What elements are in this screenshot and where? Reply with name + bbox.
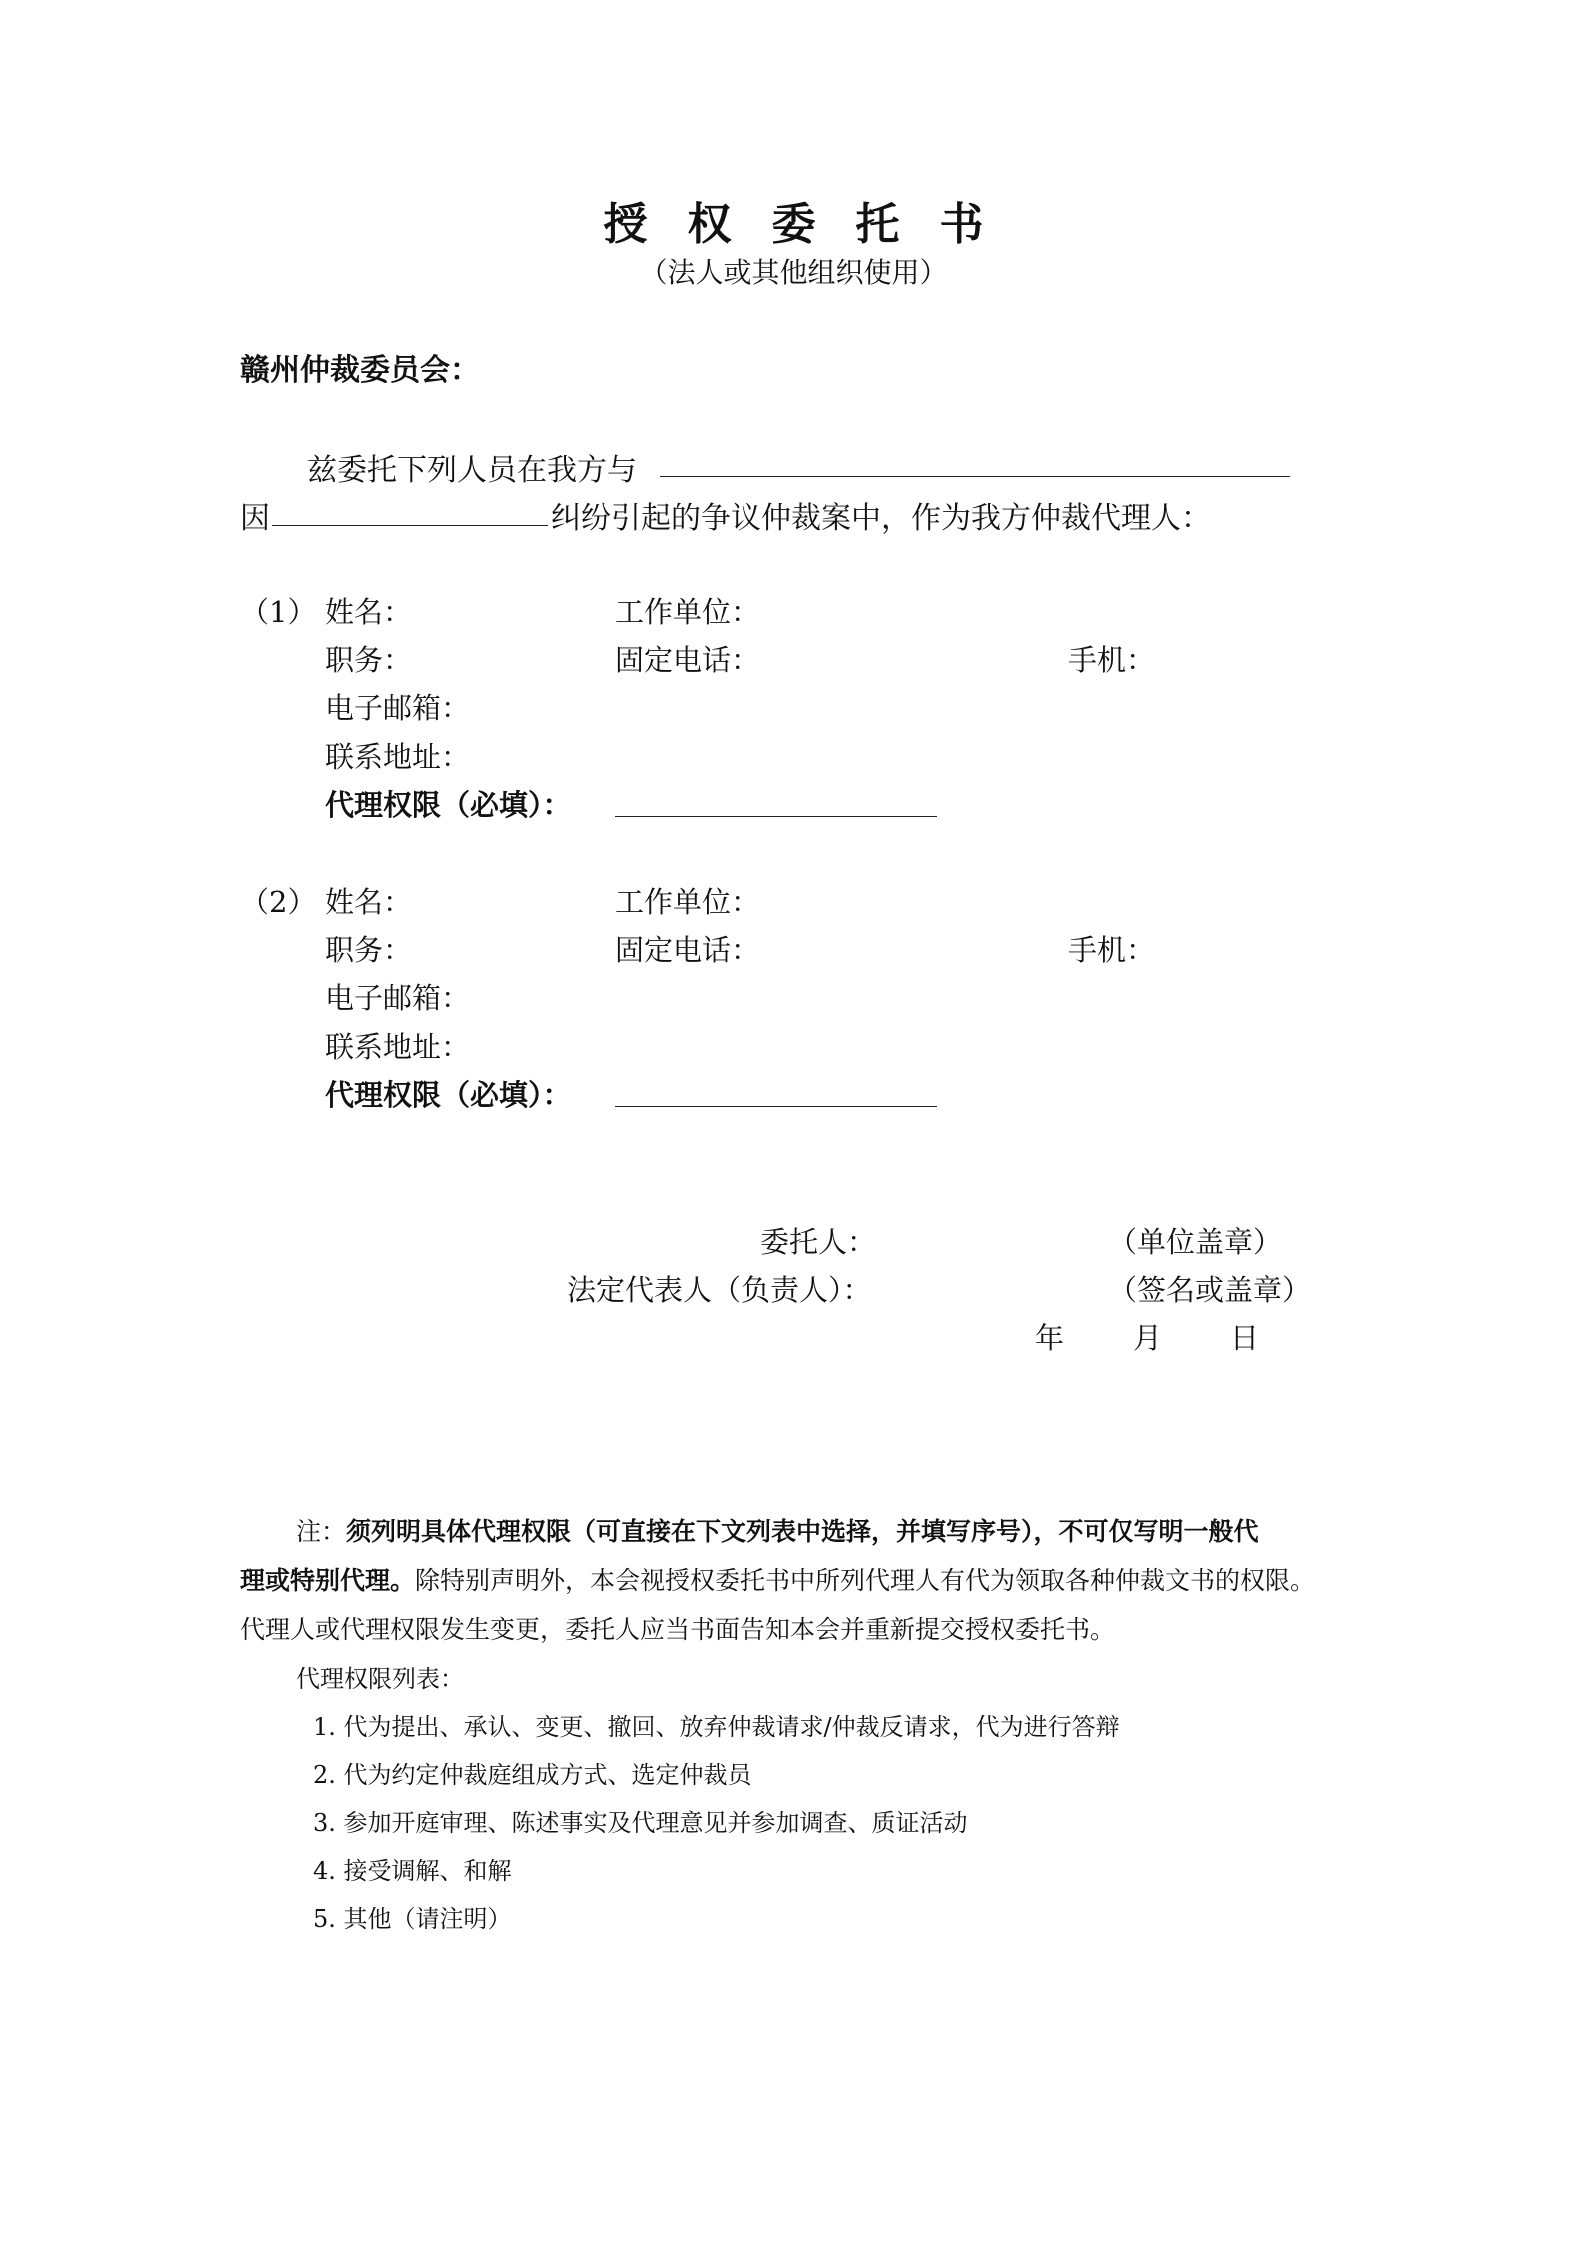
authority-list-item: 1. 代为提出、承认、变更、撤回、放弃仲裁请求/仲裁反请求，代为进行答辩 [313,1713,1120,1741]
agent-email-label: 电子邮箱： [325,981,471,1015]
document-subtitle: （法人或其他组织使用） [639,256,948,289]
date-month: 月 [1133,1321,1163,1355]
agent-name-label: 姓名： [325,595,413,629]
agent-number: （2） [240,885,317,919]
agent-authority-blank[interactable] [615,816,937,817]
agent-address-label: 联系地址： [325,1030,471,1064]
principal-seal-note: （单位盖章） [1108,1225,1283,1259]
agent-workplace-label: 工作单位： [615,595,761,629]
agent-workplace-label: 工作单位： [615,885,761,919]
agent-authority-label: 代理权限（必填）： [325,788,572,822]
agent-position-label: 职务： [325,643,413,677]
principal-label: 委托人： [760,1225,877,1259]
legal-representative-sign-note: （签名或盖章） [1108,1273,1312,1307]
agent-address-label: 联系地址： [325,740,471,774]
intro-line-2-suffix: 纠纷引起的争议仲裁案中，作为我方仲裁代理人： [551,501,1211,536]
agent-phone-label: 固定电话： [615,933,761,967]
intro-line-1: 兹委托下列人员在我方与 [307,453,637,488]
agent-position-label: 职务： [325,933,413,967]
intro-line-2-prefix: 因 [240,501,270,536]
agent-name-label: 姓名： [325,885,413,919]
addressee: 赣州仲裁委员会： [240,353,480,388]
note-text-2: 除特别声明外，本会视授权委托书中所列代理人有代为领取各种仲裁文书的权限。 [415,1566,1316,1595]
date-year: 年 [1035,1321,1065,1355]
agent-authority-label: 代理权限（必填）： [325,1078,572,1112]
note-line-3: 代理人或代理权限发生变更，委托人应当书面告知本会并重新提交授权委托书。 [240,1615,1116,1644]
agent-number: （1） [240,595,317,629]
agent-mobile-label: 手机： [1068,933,1156,967]
authority-list-title: 代理权限列表： [296,1665,464,1693]
agent-phone-label: 固定电话： [615,643,761,677]
authority-list-item: 4. 接受调解、和解 [313,1857,512,1885]
agent-email-label: 电子邮箱： [325,691,471,725]
note-bold-text-2: 理或特别代理。 [240,1566,416,1595]
note-line-2 [240,1561,1315,1597]
authority-list-item: 2. 代为约定仲裁庭组成方式、选定仲裁员 [313,1761,752,1789]
agent-authority-blank[interactable] [615,1106,937,1107]
agent-mobile-label: 手机： [1068,643,1156,677]
date-day: 日 [1230,1321,1260,1355]
note-prefix: 注： [296,1517,347,1546]
document-title: 授权委托书 [603,199,1024,250]
note-line-1 [296,1512,1259,1548]
opposing-party-blank[interactable] [660,476,1290,477]
authority-list-item: 5. 其他（请注明） [313,1905,512,1933]
authority-list-item: 3. 参加开庭审理、陈述事实及代理意见并参加调查、质证活动 [313,1809,968,1837]
dispute-type-blank[interactable] [272,525,548,526]
legal-representative-label: 法定代表人（负责人）： [567,1273,872,1307]
note-bold-text-1: 须列明具体代理权限（可直接在下文列表中选择，并填写序号），不可仅写明一般代 [346,1517,1259,1546]
